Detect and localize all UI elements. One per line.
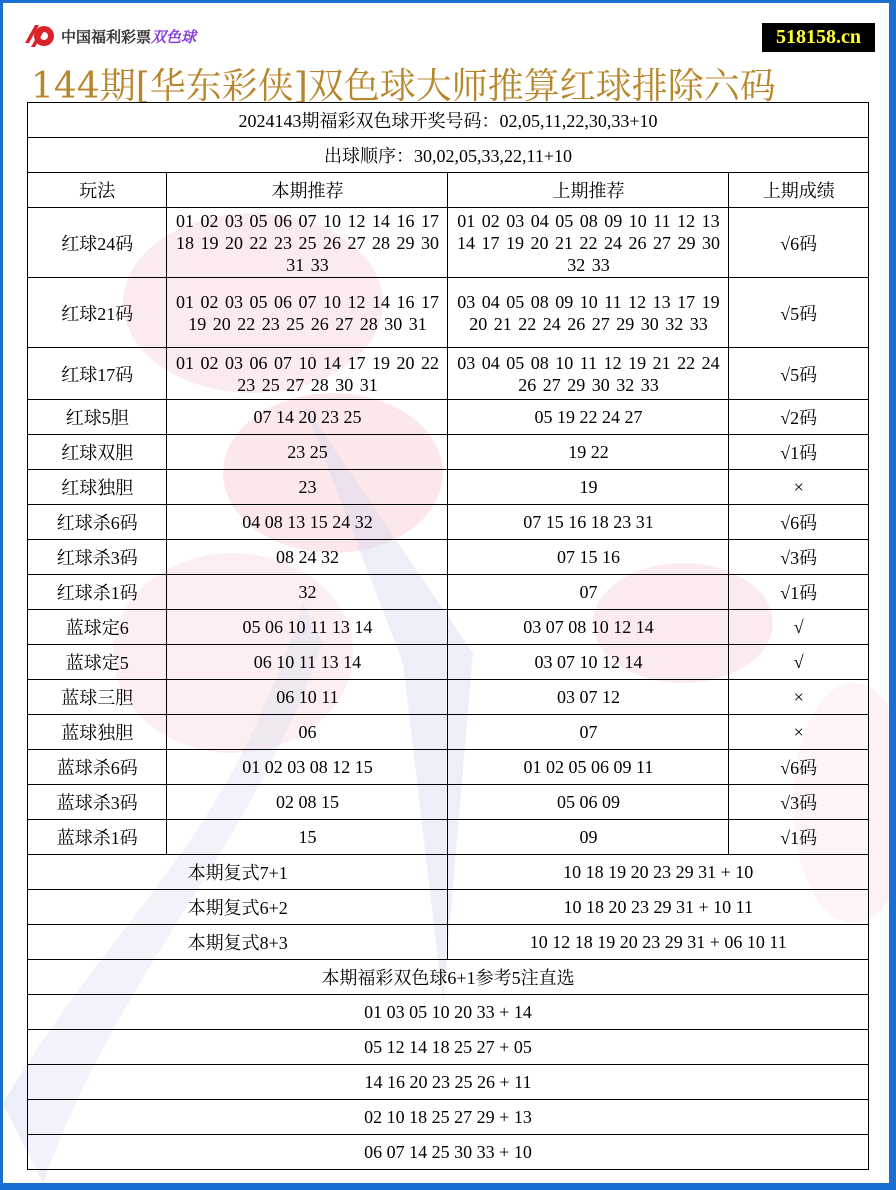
compound-row (28, 890, 869, 925)
current-pick: 01 02 03 06 07 10 14 17 19 20 22 23 25 27 28 30 31 (167, 348, 448, 400)
logo-text (61, 26, 196, 47)
previous-result: √5码 (729, 278, 869, 348)
previous-pick: 03 07 08 10 12 14 (448, 610, 729, 645)
play-name: 蓝球杀3码 (28, 785, 167, 820)
play-name: 蓝球定6 (28, 610, 167, 645)
previous-result: × (729, 715, 869, 750)
previous-result: × (729, 470, 869, 505)
table-row (28, 645, 869, 680)
table-row (28, 505, 869, 540)
draw-result: 2024143期福彩双色球开奖号码：02,05,11,22,30,33+10 (28, 103, 869, 138)
previous-pick: 19 (448, 470, 729, 505)
previous-result: √1码 (729, 575, 869, 610)
pick-row (28, 1065, 869, 1100)
play-name: 蓝球三胆 (28, 680, 167, 715)
previous-pick: 05 06 09 (448, 785, 729, 820)
table-row (28, 680, 869, 715)
current-pick: 06 (167, 715, 448, 750)
previous-result: √2码 (729, 400, 869, 435)
table-row (28, 348, 869, 400)
table-row (28, 820, 869, 855)
prediction-table (27, 102, 869, 1170)
pick-row (28, 1030, 869, 1065)
play-name: 红球5胆 (28, 400, 167, 435)
current-pick: 07 14 20 23 25 (167, 400, 448, 435)
play-name: 红球双胆 (28, 435, 167, 470)
pick-value: 01 03 05 10 20 33 + 14 (28, 995, 869, 1030)
play-name: 红球24码 (28, 208, 167, 278)
play-name: 蓝球杀1码 (28, 820, 167, 855)
pick-value: 14 16 20 23 25 26 + 11 (28, 1065, 869, 1100)
table-row (28, 278, 869, 348)
header-previous: 上期推荐 (448, 173, 729, 208)
compound-label: 本期复式8+3 (28, 925, 448, 960)
table-row (28, 400, 869, 435)
previous-result: √3码 (729, 540, 869, 575)
previous-result: √6码 (729, 505, 869, 540)
picks-title-row (28, 960, 869, 995)
draw-result-row (28, 103, 869, 138)
picks-title: 本期福彩双色球6+1参考5注直选 (28, 960, 869, 995)
draw-order: 出球顺序：30,02,05,33,22,11+10 (28, 138, 869, 173)
previous-pick: 03 04 05 08 09 10 11 12 13 17 19 20 21 22 24 26 27 29 30 32 33 (448, 278, 729, 348)
play-name: 红球21码 (28, 278, 167, 348)
previous-pick: 19 22 (448, 435, 729, 470)
current-pick: 06 10 11 (167, 680, 448, 715)
previous-pick: 03 07 10 12 14 (448, 645, 729, 680)
compound-row (28, 925, 869, 960)
compound-value: 10 18 20 23 29 31 + 10 11 (448, 890, 869, 925)
previous-pick: 05 19 22 24 27 (448, 400, 729, 435)
current-pick: 23 25 (167, 435, 448, 470)
previous-pick: 01 02 03 04 05 08 09 10 11 12 13 14 17 19 20 21 22 24 26 27 29 30 32 33 (448, 208, 729, 278)
current-pick: 08 24 32 (167, 540, 448, 575)
table-row (28, 785, 869, 820)
current-pick: 15 (167, 820, 448, 855)
compound-label: 本期复式6+2 (28, 890, 448, 925)
previous-pick: 03 04 05 08 10 11 12 19 21 22 24 26 27 29 30 32 33 (448, 348, 729, 400)
current-pick: 02 08 15 (167, 785, 448, 820)
table-row (28, 470, 869, 505)
pick-value: 05 12 14 18 25 27 + 05 (28, 1030, 869, 1065)
previous-pick: 07 15 16 18 23 31 (448, 505, 729, 540)
current-pick: 01 02 03 08 12 15 (167, 750, 448, 785)
play-name: 红球杀3码 (28, 540, 167, 575)
current-pick: 06 10 11 13 14 (167, 645, 448, 680)
play-name: 红球杀1码 (28, 575, 167, 610)
table-row (28, 750, 869, 785)
play-name: 红球17码 (28, 348, 167, 400)
pick-row (28, 1100, 869, 1135)
current-pick: 04 08 13 15 24 32 (167, 505, 448, 540)
play-name: 蓝球杀6码 (28, 750, 167, 785)
table-row (28, 208, 869, 278)
previous-pick: 07 (448, 715, 729, 750)
previous-result: × (729, 680, 869, 715)
header-play: 玩法 (28, 173, 167, 208)
compound-label: 本期复式7+1 (28, 855, 448, 890)
play-name: 蓝球定5 (28, 645, 167, 680)
site-badge: 518158.cn (762, 23, 875, 52)
previous-result: √ (729, 610, 869, 645)
play-name: 红球独胆 (28, 470, 167, 505)
table-row (28, 610, 869, 645)
pick-row (28, 995, 869, 1030)
previous-result: √1码 (729, 435, 869, 470)
table-row (28, 435, 869, 470)
current-pick: 23 (167, 470, 448, 505)
previous-pick: 03 07 12 (448, 680, 729, 715)
draw-order-row (28, 138, 869, 173)
previous-pick: 07 15 16 (448, 540, 729, 575)
previous-pick: 01 02 05 06 09 11 (448, 750, 729, 785)
lottery-logo (21, 23, 196, 49)
previous-result: √1码 (729, 820, 869, 855)
logo-main-text: 中国福利彩票 (61, 27, 152, 46)
table-row (28, 540, 869, 575)
welfare-lottery-logo-icon (21, 23, 57, 49)
compound-row (28, 855, 869, 890)
previous-result: √5码 (729, 348, 869, 400)
previous-result: √6码 (729, 750, 869, 785)
pick-value: 06 07 14 25 30 33 + 10 (28, 1135, 869, 1170)
previous-pick: 09 (448, 820, 729, 855)
play-name: 蓝球独胆 (28, 715, 167, 750)
previous-pick: 07 (448, 575, 729, 610)
previous-result: √6码 (729, 208, 869, 278)
pick-value: 02 10 18 25 27 29 + 13 (28, 1100, 869, 1135)
header-row (28, 173, 869, 208)
table-row (28, 575, 869, 610)
current-pick: 01 02 03 05 06 07 10 12 14 16 17 18 19 20 22 23 25 26 27 28 29 30 31 33 (167, 208, 448, 278)
current-pick: 32 (167, 575, 448, 610)
compound-value: 10 12 18 19 20 23 29 31 + 06 10 11 (448, 925, 869, 960)
header-current: 本期推荐 (167, 173, 448, 208)
compound-value: 10 18 19 20 23 29 31 + 10 (448, 855, 869, 890)
logo-sub-text: 双色球 (151, 27, 197, 46)
header-result: 上期成绩 (729, 173, 869, 208)
play-name: 红球杀6码 (28, 505, 167, 540)
previous-result: √3码 (729, 785, 869, 820)
current-pick: 05 06 10 11 13 14 (167, 610, 448, 645)
previous-result: √ (729, 645, 869, 680)
pick-row (28, 1135, 869, 1170)
page-title: 144期[华东彩侠]双色球大师推算红球排除六码 (31, 66, 776, 107)
current-pick: 01 02 03 05 06 07 10 12 14 16 17 19 20 22 23 25 26 27 28 30 31 (167, 278, 448, 348)
table-row (28, 715, 869, 750)
